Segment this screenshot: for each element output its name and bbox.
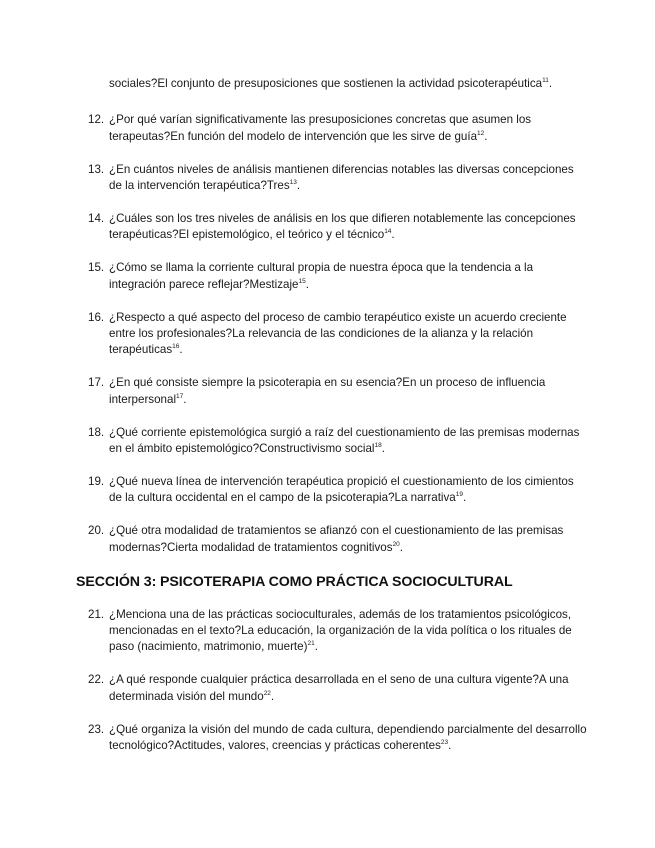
item-number: 19. [88,475,105,488]
item-text: ¿A qué responde cualquier práctica desarrollada en el seno de una cultura vigente?A una determinada visión del mundo [109,673,569,703]
footnote-ref: 18 [374,442,382,450]
list-item: 17. ¿En qué consiste siempre la psicoterapia en su esencia?En un proceso de influencia interpersonal$^{17}$. [88,376,546,406]
list-item: 20. ¿Qué otra modalidad de tratamientos se afianzó con el cuestionamiento de las premisas modernas?Cierta modalidad de tratamientos cognitivos$^{20}$. [88,524,564,554]
item-number: 22. [88,673,105,687]
question-list-section-3 [88,607,588,755]
item-text: ¿Qué corriente epistemológica surgió a raíz del cuestionamiento de las premisas modernas en el ámbito epistemológico?Constructivismo social [109,425,580,456]
item-number: 14. [88,212,105,226]
footnote-ref: 22 [263,689,271,697]
footnote-ref: 11 [542,77,549,85]
footnote-ref: 20 [392,540,400,548]
list-item: 22. ¿A qué responde cualquier práctica desarrollada en el seno de una cultura vigente?A una determinada visión del mundo$^{22}$. [88,673,569,703]
list-item: 15. ¿Cómo se llama la corriente cultural propia de nuestra época que la tendencia a la integración parece reflejar?Mestizaje$^{15}$. [88,261,534,291]
list-item: 14. ¿Cuáles son los tres niveles de análisis en los que difieren notablemente las concepciones terapéuticas?El epistemológico, el teórico y el técnico$^{14}$. [88,212,576,242]
continuation-paragraph: sociales?El conjunto de presuposiciones que sostienen la actividad psicoterapéutica$^{11}$. [109,77,553,90]
item-number: 15. [88,261,105,275]
list-item: 23. ¿Qué organiza la visión del mundo de cada cultura, dependiendo parcialmente del desarrollo tecnológico?Actitudes, valores, creencias y prácticas coherentes$^{23}$. [88,722,587,753]
continuation-text: sociales?El conjunto de presuposiciones que sostienen la actividad psicoterapéutica [109,77,543,90]
item-number: 23. [88,722,105,736]
item-number: 21. [88,607,105,621]
footnote-ref: 21 [307,640,315,648]
item-text: ¿Qué organiza la visión del mundo de cada cultura, dependiendo parcialmente del desarrollo tecnológico?Actitudes, valores, creencias y prácticas coherentes [109,722,587,753]
footnote-ref: 13 [289,179,297,187]
list-item: 21. ¿Menciona una de las prácticas socioculturales, además de los tratamientos psicológicos, mencionadas en el texto?La educación, la organización de la vida política o los rituales de paso (nacimiento, matrimonio, muerte)$^{21}$. [88,607,572,654]
list-item: 19. ¿Qué nueva línea de intervención terapéutica propició el cuestionamiento de los cimientos de la cultura occidental en el campo de la psicoterapia?La narrativa$^{19}$. [88,475,574,505]
footnote-ref: 12 [477,129,485,137]
list-item: 13. ¿En cuántos niveles de análisis mantienen diferencias notables las diversas concepciones de la intervención terapéutica?Tres$^{13}$. [88,162,574,193]
item-text: ¿Cómo se llama la corriente cultural propia de nuestra época que la tendencia a la integración parece reflejar?Mestizaje [109,261,534,291]
footnote-ref: 19 [455,491,463,499]
item-number: 16. [88,310,105,324]
list-item: 18. ¿Qué corriente epistemológica surgió a raíz del cuestionamiento de las premisas modernas en el ámbito epistemológico?Constructivismo social$^{18}$. [88,425,580,456]
footnote-ref: 16 [172,343,180,351]
footnote-ref: 15 [298,277,306,285]
item-text: ¿Qué otra modalidad de tratamientos se afianzó con el cuestionamiento de las premisas modernas?Cierta modalidad de tratamientos cognitivos [109,524,564,554]
item-number: 12. [88,113,105,127]
list-item: 12. ¿Por qué varían significativamente las presuposiciones concretas que asumen los terapeutas?En función del modelo de intervención que les sirve de guía$^{12}$. [88,113,532,143]
item-text: ¿Por qué varían significativamente las presuposiciones concretas que asumen los terapeutas?En función del modelo de intervención que les sirve de guía [109,113,532,143]
item-text: ¿Cuáles son los tres niveles de análisis en los que difieren notablemente las concepciones terapéuticas?El epistemológico, el teórico y el técnico [109,212,576,242]
footnote-ref: 14 [384,228,392,236]
document-content [76,76,588,771]
question-list [88,112,588,556]
list-item: 16. ¿Respecto a qué aspecto del proceso de cambio terapéutico existe un acuerdo creciente entre los profesionales?La relevancia de las condiciones de la alianza y la relación terapéuticas$^{16}$. [88,310,567,357]
item-text: ¿Menciona una de las prácticas socioculturales, además de los tratamientos psicológicos, mencionadas en el texto?La educación, la organización de la vida política o los rituales de paso (nacimiento, matrimonio, muerte) [109,607,572,654]
item-text: ¿En cuántos niveles de análisis mantienen diferencias notables las diversas concepciones de la intervención terapéutica?Tres [109,162,574,193]
footnote-ref: 23 [440,739,449,747]
item-text: ¿Qué nueva línea de intervención terapéutica propició el cuestionamiento de los cimientos de la cultura occidental en el campo de la psicoterapia?La narrativa [109,475,574,505]
item-number: 17. [88,376,105,390]
item-number: 20. [88,524,105,538]
item-number: 13. [88,162,105,176]
item-text: ¿Respecto a qué aspecto del proceso de cambio terapéutico existe un acuerdo creciente entre los profesionales?La relevancia de las condiciones de la alianza y la relación terapéuticas [109,310,567,357]
item-number: 18. [88,425,105,439]
section-heading: SECCIÓN 3: PSICOTERAPIA COMO PRÁCTICA SOCIOCULTURAL [76,573,513,590]
footnote-ref: 17 [176,392,184,400]
item-text: ¿En qué consiste siempre la psicoterapia en su esencia?En un proceso de influencia interpersonal [109,376,546,406]
